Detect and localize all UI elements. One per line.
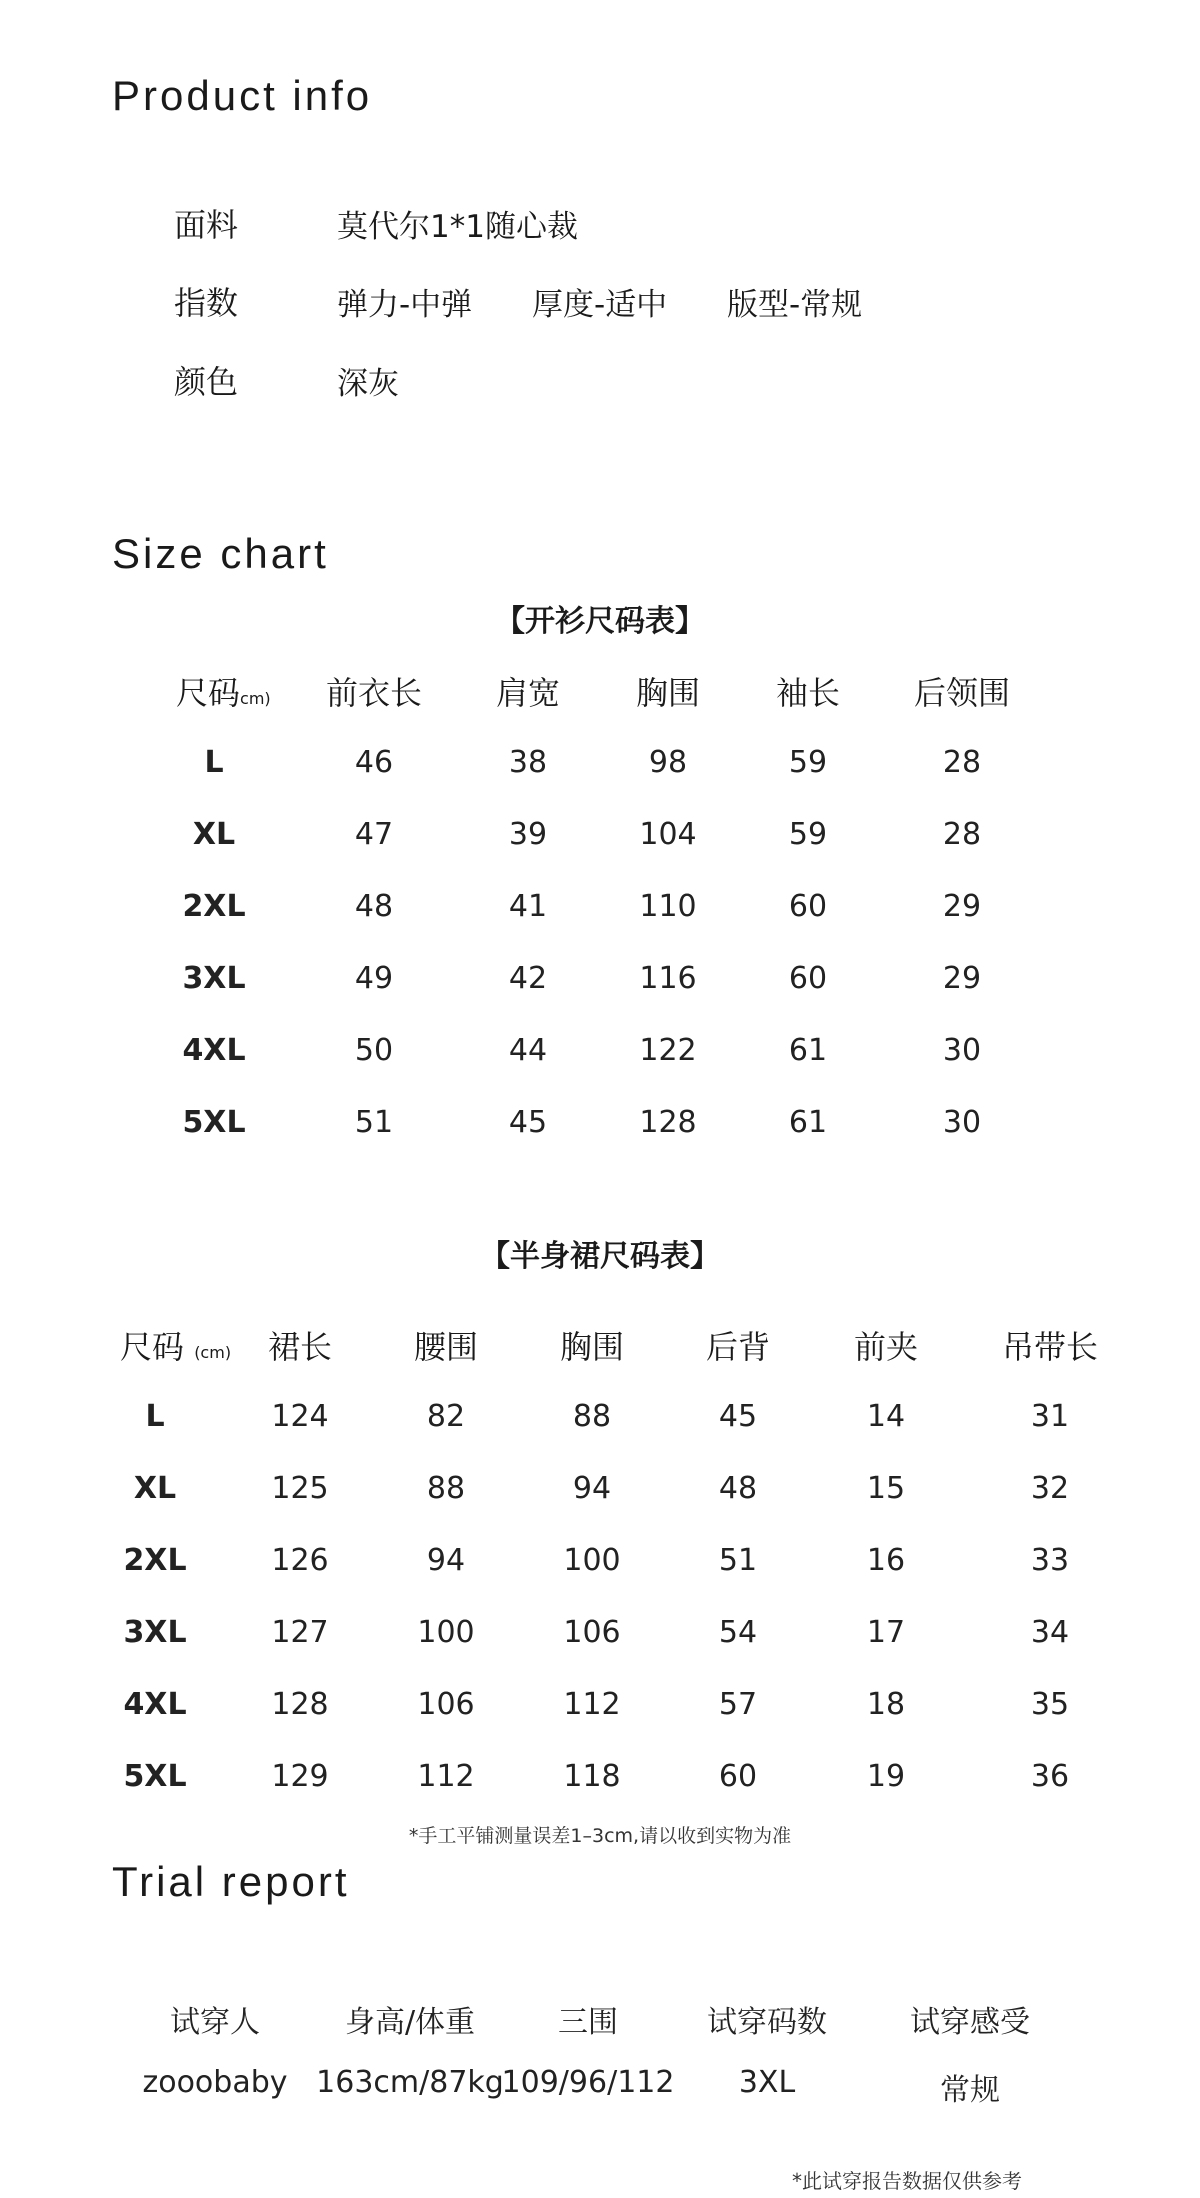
skirt-size-cell: 4XL [123,1687,187,1722]
skirt-value-cell: 100 [563,1543,621,1578]
cardigan-value-cell: 59 [788,745,828,780]
cardigan-value-cell: 29 [942,961,982,996]
cardigan-size-cell: L [204,745,224,780]
trial-value-1: zooobaby [142,2065,288,2100]
skirt-value-cell: 48 [718,1471,758,1506]
product-info-title: Product info [112,72,373,119]
skirt-header-6: 吊带长 [1001,1328,1099,1366]
skirt-value-cell: 126 [271,1543,329,1578]
skirt-value-cell: 82 [426,1399,466,1434]
cardigan-value-cell: 39 [508,817,548,852]
cardigan-size-cell: 5XL [182,1105,246,1140]
skirt-size-cell: L [145,1399,165,1434]
cardigan-size-header-label: 尺码 [176,674,241,712]
skirt-value-cell: 128 [271,1687,329,1722]
info-label-fabric: 面料 [174,206,239,244]
cardigan-value-cell: 46 [354,745,394,780]
trial-report-title: Trial report [112,1858,350,1905]
cardigan-size-cell: XL [192,817,236,852]
trial-header-4: 试穿码数 [707,2005,827,2040]
skirt-header-3: 胸围 [559,1328,625,1366]
trial-header-2: 身高/体重 [344,2005,476,2040]
skirt-size-cell: 2XL [123,1543,187,1578]
skirt-header-4: 后背 [705,1328,771,1366]
skirt-value-cell: 127 [271,1615,329,1650]
cardigan-value-cell: 41 [508,889,548,924]
skirt-value-cell: 54 [718,1615,758,1650]
cardigan-table-title: 【开衫尺码表】 [495,604,705,639]
skirt-value-cell: 129 [271,1759,329,1794]
cardigan-value-cell: 59 [788,817,828,852]
skirt-value-cell: 32 [1030,1471,1070,1506]
skirt-value-cell: 57 [718,1687,758,1722]
cardigan-value-cell: 50 [354,1033,394,1068]
skirt-value-cell: 106 [563,1615,621,1650]
cardigan-value-cell: 29 [942,889,982,924]
cardigan-size-header [176,668,271,714]
skirt-size-header-label: 尺码 [120,1328,185,1366]
skirt-value-cell: 34 [1030,1615,1070,1650]
skirt-value-cell: 106 [417,1687,475,1722]
size-chart-title: Size chart [112,530,329,577]
cardigan-value-cell: 60 [788,961,828,996]
skirt-value-cell: 118 [563,1759,621,1794]
info-value-color: 深灰 [337,366,399,402]
measurement-note: *手工平铺测量误差1–3cm,请以收到实物为准 [408,1825,792,1847]
trial-value-5: 常规 [940,2073,1000,2108]
cardigan-header-5: 后领围 [913,674,1011,712]
info-label-index: 指数 [174,284,239,322]
skirt-value-cell: 112 [563,1687,621,1722]
skirt-value-cell: 100 [417,1615,475,1650]
cardigan-value-cell: 30 [942,1033,982,1068]
skirt-value-cell: 51 [718,1543,758,1578]
skirt-table-title: 【半身裙尺码表】 [480,1239,720,1274]
trial-value-4: 3XL [738,2065,796,2100]
skirt-value-cell: 45 [718,1399,758,1434]
trial-value-2: 163cm/87kg [316,2065,504,2100]
skirt-unit: (cm) [194,1343,232,1362]
cardigan-header-1: 前衣长 [325,674,423,712]
cardigan-value-cell: 47 [354,817,394,852]
trial-header-3: 三围 [558,2005,618,2040]
cardigan-value-cell: 128 [639,1105,697,1140]
skirt-value-cell: 17 [866,1615,906,1650]
cardigan-size-cell: 2XL [182,889,246,924]
skirt-value-cell: 33 [1030,1543,1070,1578]
skirt-value-cell: 19 [866,1759,906,1794]
cardigan-value-cell: 122 [639,1033,697,1068]
skirt-header-1: 裙长 [267,1328,333,1366]
cardigan-value-cell: 48 [354,889,394,924]
skirt-size-cell: XL [133,1471,177,1506]
cardigan-value-cell: 116 [639,961,697,996]
info-value-fit: 版型-常规 [727,287,863,323]
skirt-value-cell: 94 [572,1471,612,1506]
skirt-value-cell: 16 [866,1543,906,1578]
skirt-value-cell: 31 [1030,1399,1070,1434]
skirt-value-cell: 36 [1030,1759,1070,1794]
cardigan-value-cell: 42 [508,961,548,996]
cardigan-unit: cm) [240,689,271,708]
skirt-size-cell: 5XL [123,1759,187,1794]
skirt-header-5: 前夹 [853,1328,919,1366]
cardigan-value-cell: 49 [354,961,394,996]
cardigan-value-cell: 45 [508,1105,548,1140]
cardigan-value-cell: 51 [354,1105,394,1140]
cardigan-header-4: 袖长 [775,674,841,712]
skirt-size-header [120,1322,231,1368]
skirt-value-cell: 124 [271,1399,329,1434]
cardigan-value-cell: 30 [942,1105,982,1140]
skirt-value-cell: 125 [271,1471,329,1506]
skirt-value-cell: 35 [1030,1687,1070,1722]
skirt-value-cell: 94 [426,1543,466,1578]
skirt-value-cell: 60 [718,1759,758,1794]
cardigan-value-cell: 61 [788,1105,828,1140]
info-value-elasticity: 弹力-中弹 [337,287,473,323]
cardigan-size-cell: 4XL [182,1033,246,1068]
cardigan-value-cell: 61 [788,1033,828,1068]
cardigan-value-cell: 60 [788,889,828,924]
cardigan-value-cell: 104 [639,817,697,852]
trial-header-1: 试穿人 [170,2005,260,2040]
skirt-size-cell: 3XL [123,1615,187,1650]
cardigan-header-3: 胸围 [635,674,701,712]
skirt-header-2: 腰围 [413,1328,479,1366]
trial-note: *此试穿报告数据仅供参考 [792,2169,1022,2193]
trial-header-5: 试穿感受 [910,2005,1030,2040]
info-value-fabric: 莫代尔1*1随心裁 [337,209,578,245]
cardigan-value-cell: 110 [639,889,697,924]
cardigan-value-cell: 28 [942,745,982,780]
cardigan-value-cell: 38 [508,745,548,780]
cardigan-value-cell: 44 [508,1033,548,1068]
skirt-value-cell: 18 [866,1687,906,1722]
skirt-value-cell: 14 [866,1399,906,1434]
skirt-value-cell: 88 [572,1399,612,1434]
cardigan-header-2: 肩宽 [495,674,561,712]
cardigan-value-cell: 28 [942,817,982,852]
trial-value-3: 109/96/112 [501,2065,675,2100]
info-label-color: 颜色 [174,363,239,401]
cardigan-value-cell: 98 [648,745,688,780]
skirt-value-cell: 15 [866,1471,906,1506]
info-value-thickness: 厚度-适中 [532,287,668,323]
skirt-value-cell: 112 [417,1759,475,1794]
cardigan-size-cell: 3XL [182,961,246,996]
skirt-value-cell: 88 [426,1471,466,1506]
